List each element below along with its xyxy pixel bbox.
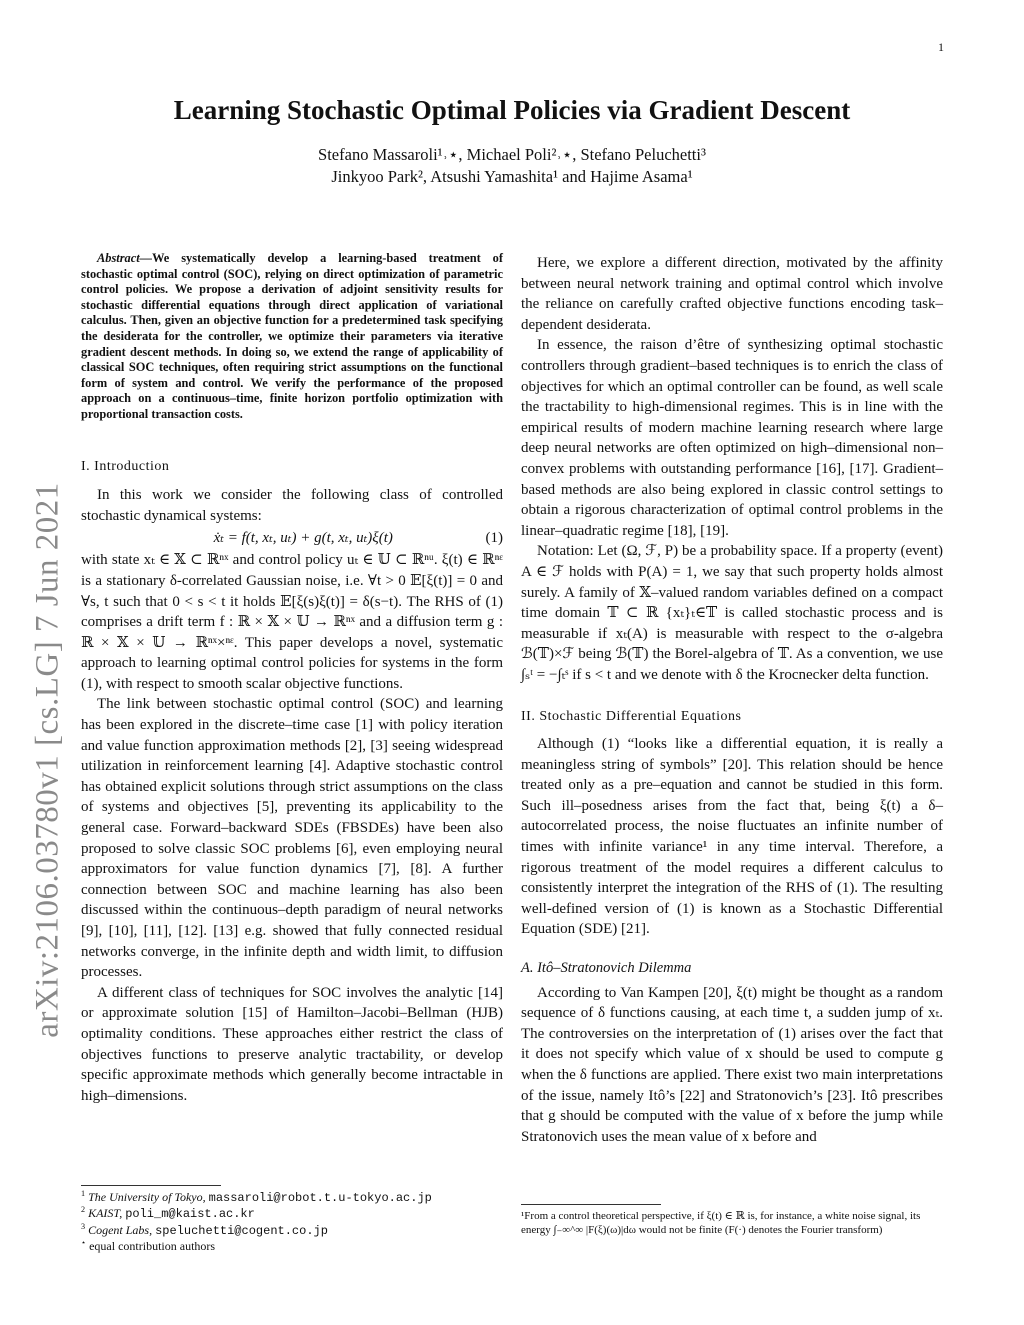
pre-equation-paragraph: Although (1) “looks like a differential equation, it is really a meaningless string of symbols” [20]. This relation should be hence treated only as a pre–equation and cannot be studied in this form. Such ill–posedness arises from the fact that, being ξ(t) a δ–autocorrelated process, the noise fluctuates an infinite number of times with infinite variance¹ in any time interval. Therefore, a rigorous treatment of the model requires a different calculus to consistently interpret the integration of the RHS of (1). The resulting well-defined version of (1) is known as a Stochastic Differential Equation (SDE) [21]. (521, 736, 943, 938)
footnote-rule-right (521, 1204, 661, 1205)
abstract-label: Abstract— (97, 251, 153, 265)
right-column (521, 253, 943, 1147)
footnote-2: $^2$ KAIST, poli_m@kaist.ac.kr (81, 1205, 255, 1222)
author-line-1: Stefano Massaroli¹˒⋆, Michael Poli²˒⋆, Stefano Peluchetti³ (318, 145, 706, 164)
footnote-1: $^1$ The University of Tokyo, massaroli@robot.t.u-tokyo.ac.jp (81, 1189, 432, 1205)
footnote-rule (81, 1185, 221, 1186)
affiliation-1: The University of Tokyo, (88, 1190, 206, 1204)
section-heading-sde: II. Stochastic Differential Equations (521, 709, 742, 725)
soc-link-paragraph: The link between stochastic optimal control (SOC) and learning has been explored in the discrete–time case [1] with policy iteration and value function approximation methods [2], [3] seeing widespread utilization in reinforcement learning [4]. Adaptive stochastic control has obtained explicit solutions through strict assumptions on the class of systems and objectives [5], preventing its applicability to the general case. Forward–backward SDEs (FBSDEs) have been also proposed to solve classic SOC problems [6], even employing neural approximators for value function dynamics [7], [8]. A further connection between SOC and machine learning has also been discussed within the continuous–depth paradigm of neural networks [9], [10], [11], [12]. [13] e.g. showed that fully connected residual networks converge, in the infinite depth and width limit, to diffusion processes. (81, 696, 503, 981)
abstract-text: We systematically develop a learning-based treatment of stochastic optimal control (SOC), relying on direct optimization of parametric control policies. We propose a derivation of adjoint sensitivity results for stochastic differential equations through direct application of variational calculus. Then, given an objective function for a predetermined task specifying the desiderata for the controller, we optimize their parameters via iterative gradient descent methods. In doing so, we extend the range of applicability of classical SOC techniques, often requiring strict assumptions on the functional form of system and control. We verify the performance of the proposed approach on a continuous–time, finite horizon portfolio optimization with proportional transaction costs. (81, 251, 503, 421)
direction-paragraph: Here, we explore a different direction, motivated by the affinity between neural network training and optimal control which involve the reliance on carefully crafted objective functions encoding task–dependent desiderata. (521, 255, 943, 333)
email-1[interactable]: massaroli@robot.t.u-tokyo.ac.jp (208, 1191, 432, 1205)
equal-contribution-note: equal contribution authors (89, 1239, 216, 1254)
footnote-star: ⋆ equal contribution authors (81, 1238, 216, 1254)
arxiv-stamp: arXiv:2106.03780v1 [cs.LG] 7 Jun 2021 (29, 482, 66, 1038)
author-line-2: Jinkyoo Park², Atsushi Yamashita¹ and Hajime Asama¹ (331, 167, 693, 186)
paper-title: Learning Stochastic Optimal Policies via Gradient Descent (173, 95, 851, 125)
page-number: 1 (938, 40, 944, 54)
essence-paragraph: In essence, the raison d’être of synthesizing optimal stochastic controllers through gradient–based techniques is to enrich the class of objectives for which an optimal controller can be found, as well scale the tractability to high-dimensional regimes. This is in line with the empirical results of modern machine learning research where large deep neural networks are often optimized on high–dimensional non–convex problems with outstanding performance [16], [17]. Gradient–based methods are also being explored in classic control settings to obtain a rigorous characterization of optimal control problems in the linear–quadratic regime [18], [19]. (521, 337, 943, 539)
variance-footnote-block (521, 1204, 943, 1237)
affiliation-3: Cogent Labs, (88, 1222, 153, 1237)
affiliation-footnotes (81, 1185, 503, 1255)
equation-1-body: ẋₜ = f(t, xₜ, uₜ) + g(t, xₜ, uₜ)ξ(t) (213, 530, 393, 547)
footnote-variance: ¹From a control theoretical perspective, if ξ(t) ∈ ℝ is, for instance, a white noise signal, its energy ∫₋∞^∞ |F(ξ)(ω)|dω would not be finite (F(·) denotes the Fourier transform) (521, 1210, 921, 1236)
email-2[interactable]: poli_m@kaist.ac.kr (125, 1207, 255, 1222)
affiliation-2: KAIST, (88, 1206, 123, 1221)
equation-1-number: (1) (485, 530, 503, 547)
state-definition-paragraph: with state xₜ ∈ 𝕏 ⊂ ℝⁿˣ and control policy uₜ ∈ 𝕌 ⊂ ℝⁿᵘ. ξ(t) ∈ ℝⁿᵋ is a stationary δ-correlated Gaussian noise, i.e. ∀t > 0 𝔼[ξ(t)] = 0 and ∀s, t such that 0 < s < t it holds 𝔼[ξ(s)ξ(t)] = δ(s−t). The RHS of (1) comprises a drift term f : ℝ × 𝕏 × 𝕌 → ℝⁿˣ and a diffusion term g : ℝ × 𝕏 × 𝕌 → ℝⁿˣ×ⁿᵋ. This paper develops a novel, systematic approach to learning optimal control policies for systems in the form (1), with respect to smooth scalar objective functions. (81, 552, 503, 692)
author-list (0, 144, 1024, 188)
subsection-heading-ito-stratonovich: A. Itô–Stratonovich Dilemma (521, 960, 692, 976)
van-kampen-paragraph: According to Van Kampen [20], ξ(t) might be thought as a random sequence of δ functions causing, at each time t, a sudden jump of xₜ. The controversies on the interpretation of (1) arises over the fact that it does not specify which value of x should be used to compute g when the δ functions are applied. There exist two main interpretations of the issue, namely Itô’s [22] and Stratonovich’s [23]. Itô prescribes that g should be computed with the value of x before the jump while Stratonovich uses the mean value of x before and (521, 984, 943, 1145)
intro-paragraph: In this work we consider the following class of controlled stochastic dynamical systems: (81, 487, 503, 524)
email-3[interactable]: speluchetti@cogent.co.jp (155, 1223, 328, 1238)
notation-paragraph: Notation: Let (Ω, ℱ, P) be a probability space. If a property (event) A ∈ ℱ holds with P(A) = 1, we say that such property holds almost surely. A family of 𝕏–valued random variables defined on a compact time domain 𝕋 ⊂ ℝ {xₜ}ₜ∈𝕋 is called stochastic process and is measurable if xₜ(A) is measurable with respect to the σ-algebra ℬ(𝕋)×ℱ being ℬ(𝕋) the Borel-algebra of 𝕋. As a convention, we use ∫ₛᵗ = −∫ₜˢ if s < t and we denote with δ the Krocnecker delta function. (521, 543, 943, 683)
footnote-3: $^3$ Cogent Labs, speluchetti@cogent.co.jp (81, 1221, 328, 1238)
section-heading-introduction: I. Introduction (81, 458, 170, 474)
abstract (81, 251, 503, 423)
hjb-paragraph: A different class of techniques for SOC involves the analytic [14] or approximate solution [15] of Hamilton–Jacobi–Bellman (HJB) optimality conditions. These approaches either restrict the class of objectives functions to preserve analytic tractability, or develop specific approximate methods which generally become intractable in high–dimensions. (81, 984, 503, 1104)
left-column (81, 251, 503, 1106)
equation-1 (81, 526, 503, 550)
